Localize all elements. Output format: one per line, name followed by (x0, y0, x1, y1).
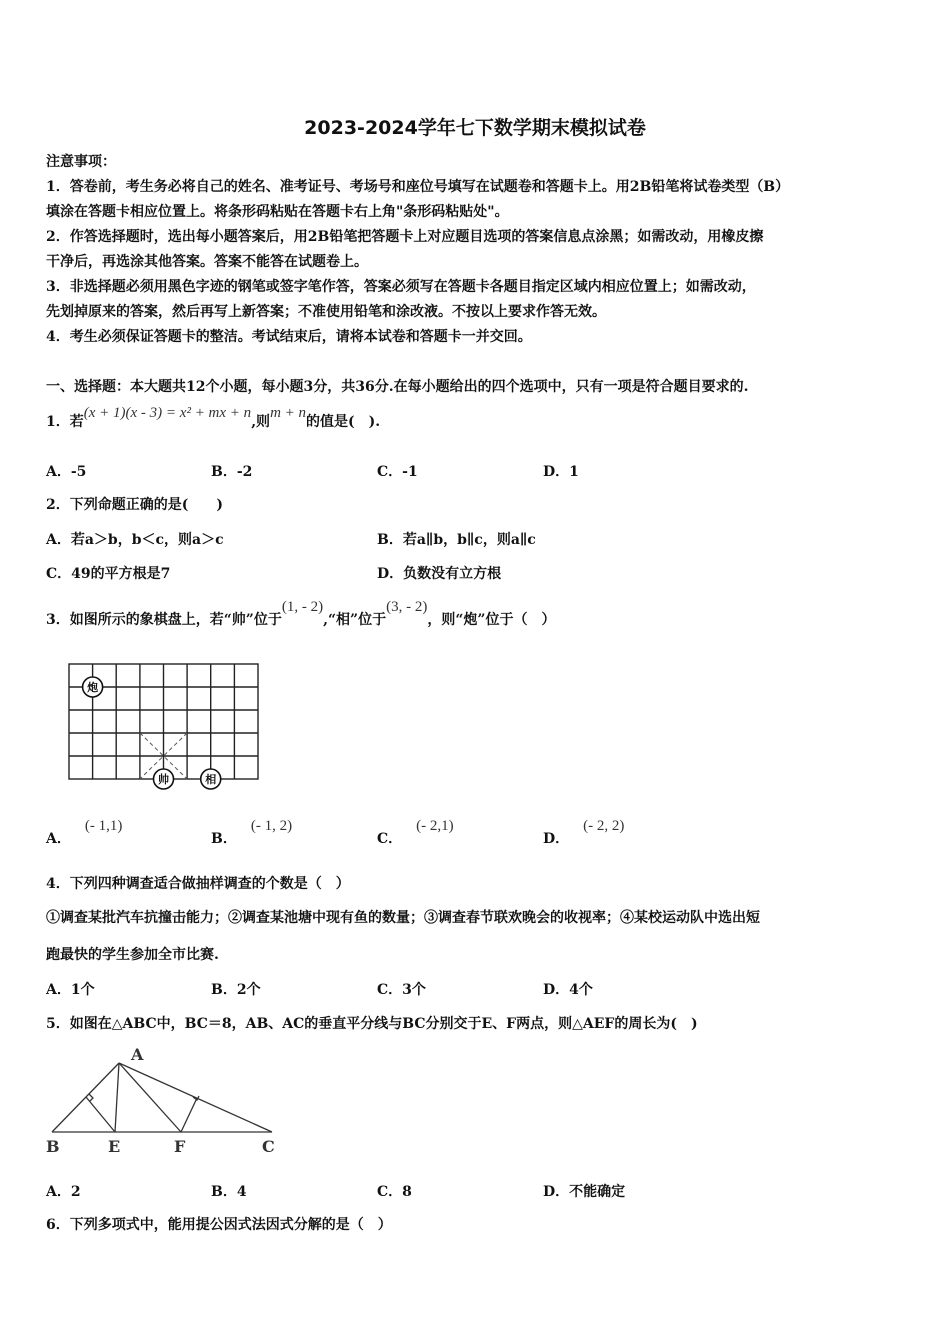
point-e-label: E (108, 1137, 121, 1156)
vertex-c-label: C (262, 1137, 275, 1156)
q3-option-a (46, 818, 123, 848)
question-1 (46, 405, 381, 432)
q5-option-d: D．不能确定 (543, 1184, 626, 1200)
q1-expr: m + n (270, 405, 307, 421)
q1-option-b: B．-2 (211, 464, 253, 480)
notice-line: 干净后，再选涂其他答案。答案不能答在试题卷上。 (46, 254, 368, 270)
q3-coord-xiang: (3, - 2) (386, 599, 428, 615)
q3-option-c (377, 818, 454, 848)
notice-line: 1．答卷前，考生务必将自己的姓名、准考证号、考场号和座位号填写在试题卷和答题卡上。用2B铅笔将试卷类型（B） (46, 179, 790, 195)
notice-line: 先划掉原来的答案，然后再写上新答案；不准使用铅笔和涂改液。不按以上要求作答无效。 (46, 304, 606, 320)
q5-option-b: B．4 (211, 1184, 247, 1200)
chessboard-figure (60, 658, 270, 792)
q3-prefix: 3．如图所示的象棋盘上，若“帅”位于 (46, 612, 282, 628)
q1-suffix: 的值是( ). (306, 414, 381, 430)
q4-option-c: C．3个 (377, 982, 426, 998)
section-heading: 一、选择题：本大题共12个小题，每小题3分，共36分.在每小题给出的四个选项中，只有一项是符合题目要求的. (46, 379, 749, 395)
vertex-a-label: A (131, 1045, 144, 1064)
question-6: 6．下列多项式中，能用提公因式法因式分解的是（ ） (46, 1217, 392, 1233)
notice-line: 4．考生必须保证答题卡的整洁。考试结束后，请将本试卷和答题卡一并交回。 (46, 329, 532, 345)
notice-heading: 注意事项： (46, 154, 116, 170)
q3-suffix: ，则“炮”位于（ ） (427, 612, 556, 628)
q1-option-a: A．-5 (46, 464, 87, 480)
point-f-label: F (174, 1137, 186, 1156)
q5-option-a: A．2 (46, 1184, 81, 1200)
question-4: 4．下列四种调查适合做抽样调查的个数是（ ） (46, 876, 350, 892)
q1-option-c: C．-1 (377, 464, 418, 480)
q4-option-a: A．1个 (46, 982, 95, 998)
q1-formula: (x + 1)(x - 3) = x² + mx + n (83, 405, 252, 421)
q2-option-c: C．49的平方根是7 (46, 566, 171, 582)
q3-option-c-label: C． (377, 831, 403, 847)
page-title: 2023-2024学年七下数学期末模拟试卷 (304, 117, 646, 139)
question-2: 2．下列命题正确的是( ) (46, 497, 223, 513)
question-3 (46, 599, 556, 630)
q3-option-a-value: (- 1,1) (84, 818, 123, 834)
q4-option-d: D．4个 (543, 982, 593, 998)
q3-option-d-value: (- 2, 2) (583, 818, 625, 834)
elephant-piece (201, 769, 221, 789)
q3-option-b-value: (- 1, 2) (250, 818, 293, 834)
notice-line: 填涂在答题卡相应位置上。将条形码粘贴在答题卡右上角"条形码粘贴处"。 (46, 204, 509, 220)
q2-option-d: D．负数没有立方根 (377, 566, 502, 582)
q3-option-d-label: D． (543, 831, 570, 847)
q4-line-2: 跑最快的学生参加全市比赛. (46, 947, 219, 963)
triangle-figure (40, 1040, 290, 1162)
marshal-piece (154, 769, 174, 789)
q4-line-1: ①调查某批汽车抗撞击能力；②调查某池塘中现有鱼的数量；③调查春节联欢晚会的收视率；④某校运动队中选出短 (46, 910, 760, 926)
q1-prefix: 1．若 (46, 414, 84, 430)
q3-option-c-value: (- 2,1) (416, 818, 454, 834)
q3-coord-shuai: (1, - 2) (281, 599, 324, 615)
marshal-label: 帅 (158, 773, 169, 786)
notice-line: 3．非选择题必须用黑色字迹的钢笔或签字笔作答，答案必须写在答题卡各题目指定区域内相应位置上；如需改动， (46, 279, 756, 295)
q3-option-b-label: B． (211, 831, 237, 847)
notice-line: 2．作答选择题时，选出每小题答案后，用2B铅笔把答题卡上对应题目选项的答案信息点涂黑；如需改动，用橡皮擦 (46, 229, 764, 245)
q2-option-b: B．若a∥b，b∥c，则a∥c (377, 532, 536, 548)
cannon-label: 炮 (87, 681, 99, 694)
q1-mid: ,则 (251, 414, 271, 430)
vertex-b-label: B (46, 1137, 60, 1156)
q3-option-b (211, 818, 293, 848)
elephant-label: 相 (205, 773, 217, 786)
q3-mid: ,“相”位于 (323, 612, 387, 628)
q2-option-a: A．若a＞b，b＜c，则a＞c (46, 532, 224, 548)
q4-option-b: B．2个 (211, 982, 261, 998)
q1-option-d: D．1 (543, 464, 579, 480)
q5-option-c: C．8 (377, 1184, 412, 1200)
cannon-piece (83, 677, 103, 697)
question-5: 5．如图在△ABC中，BC＝8，AB、AC的垂直平分线与BC分别交于E、F两点，则△AEF的周长为( ) (46, 1016, 698, 1032)
q3-option-a-label: A． (46, 831, 71, 847)
q3-option-d (543, 818, 625, 848)
